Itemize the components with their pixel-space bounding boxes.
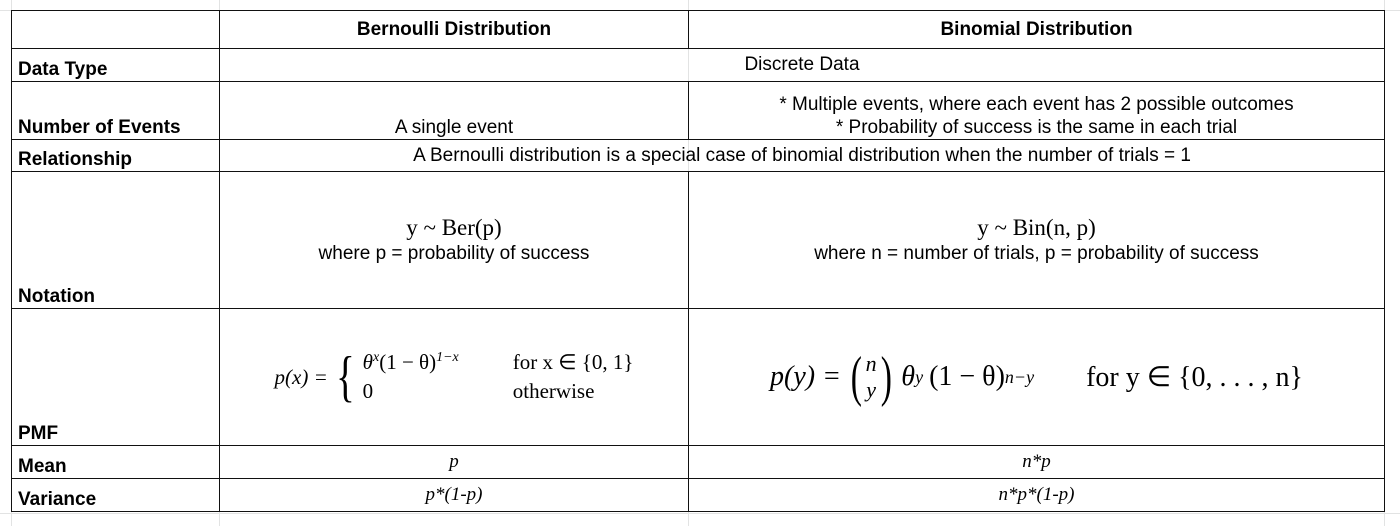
notation-row: [12, 172, 1385, 309]
relationship-row: [12, 140, 1385, 172]
binomial-mid-exp: n−y: [1004, 366, 1035, 387]
bernoulli-variance-cell[interactable]: p*(1-p): [220, 479, 689, 512]
binomial-events-cell[interactable]: [689, 82, 1385, 140]
binomial-pmf-cell[interactable]: [689, 309, 1385, 446]
left-brace-icon: {: [335, 346, 355, 408]
pmf-label[interactable]: PMF: [12, 309, 220, 446]
bernoulli-notation-note: where p = probability of success: [318, 243, 590, 264]
bernoulli-notation-formula: y ~ Ber(p): [406, 215, 502, 240]
binomial-pmf-lhs: p(y) =: [770, 361, 841, 392]
bernoulli-case-2-expr: 0: [362, 379, 374, 403]
notation-label[interactable]: Notation: [12, 172, 220, 309]
binomial-pmf-formula: [695, 346, 1378, 408]
right-paren-icon: ): [880, 346, 892, 408]
binomial-theta: θ: [901, 361, 916, 392]
comparison-table: [11, 10, 1385, 512]
binomial-notation-cell[interactable]: [689, 172, 1385, 309]
variance-label[interactable]: Variance: [12, 479, 220, 512]
header-row: [12, 11, 1385, 49]
binomial-events-line-1: * Multiple events, where each event has 2 possible outcomes: [779, 94, 1294, 115]
binomial-variance-cell[interactable]: n*p*(1-p): [689, 479, 1385, 512]
number-of-events-label[interactable]: Number of Events: [12, 82, 220, 140]
data-type-label[interactable]: Data Type: [12, 49, 220, 82]
left-paren-icon: (: [850, 346, 862, 408]
binomial-notation-formula: y ~ Bin(n, p): [977, 215, 1096, 240]
binomial-coef-bottom: y: [866, 377, 877, 402]
bernoulli-case-1-cond: for x ∈ {0, 1}: [512, 350, 634, 374]
mean-label[interactable]: Mean: [12, 446, 220, 479]
bernoulli-notation-cell[interactable]: [220, 172, 689, 309]
pmf-row: [12, 309, 1385, 446]
binomial-notation-note: where n = number of trials, p = probability of success: [814, 243, 1259, 264]
binomial-theta-exp: y: [915, 366, 924, 387]
variance-row: [12, 479, 1385, 512]
header-empty-cell[interactable]: [12, 11, 220, 49]
binomial-coefficient: [847, 346, 895, 408]
number-of-events-row: [12, 82, 1385, 140]
bernoulli-pmf-cases: [363, 350, 634, 404]
relationship-value[interactable]: A Bernoulli distribution is a special case of binomial distribution when the number of trials = 1: [220, 140, 1385, 172]
binomial-mean-cell[interactable]: n*p: [689, 446, 1385, 479]
bernoulli-mean-cell[interactable]: p: [220, 446, 689, 479]
grid-line: [0, 513, 1400, 514]
data-type-value[interactable]: Discrete Data: [220, 49, 1385, 82]
data-type-row: [12, 49, 1385, 82]
bernoulli-events-cell[interactable]: A single event: [220, 82, 689, 140]
bernoulli-case-2-cond: otherwise: [512, 379, 595, 403]
mean-row: [12, 446, 1385, 479]
binomial-mid-term: (1 − θ): [929, 361, 1005, 392]
bernoulli-pmf-formula: [226, 346, 682, 408]
binomial-header[interactable]: Binomial Distribution: [689, 11, 1385, 49]
bernoulli-header[interactable]: Bernoulli Distribution: [220, 11, 689, 49]
bernoulli-case-1-expr: $\theta^x(1 - \theta)^{1-x}$: [362, 350, 459, 374]
bernoulli-pmf-cell[interactable]: [220, 309, 689, 446]
binomial-events-line-2: * Probability of success is the same in each trial: [835, 117, 1238, 138]
relationship-label[interactable]: Relationship: [12, 140, 220, 172]
binomial-coef-top: n: [865, 351, 877, 376]
binomial-pmf-cond: for y ∈ {0, . . . , n}: [1086, 362, 1303, 393]
bernoulli-pmf-lhs: p(x) =: [274, 364, 328, 389]
